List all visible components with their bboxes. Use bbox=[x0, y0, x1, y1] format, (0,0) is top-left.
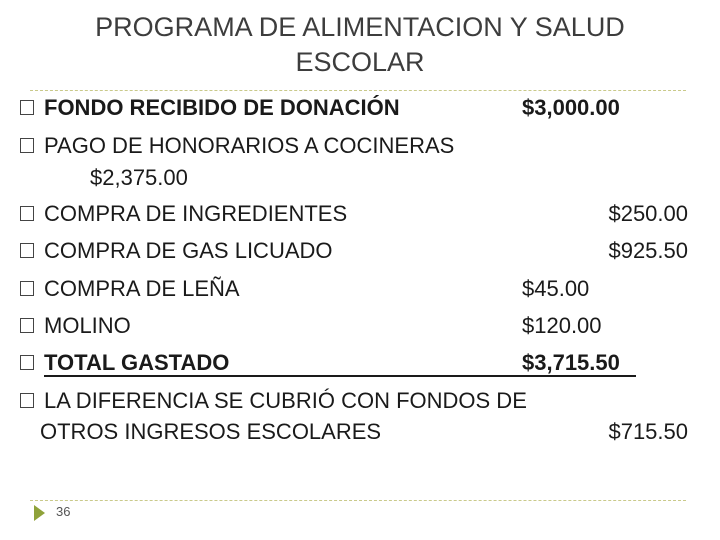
square-bullet-icon bbox=[20, 393, 34, 408]
list-item-donation bbox=[0, 90, 720, 126]
item-label: FONDO RECIBIDO DE DONACIÓN bbox=[44, 95, 400, 120]
list-item-total bbox=[0, 345, 720, 381]
item-label: PAGO DE HONORARIOS A COCINERAS bbox=[44, 133, 455, 158]
slide-title-line-1: PROGRAMA DE ALIMENTACION Y SALUD bbox=[95, 12, 625, 42]
list-item-ingredients bbox=[0, 196, 720, 232]
item-label: MOLINO bbox=[44, 313, 131, 338]
square-bullet-icon bbox=[20, 318, 34, 333]
list-item-difference-cont bbox=[0, 414, 720, 450]
page-number: 36 bbox=[56, 504, 71, 519]
slide-title-line-2: ESCOLAR bbox=[295, 47, 425, 77]
item-label-line-2: OTROS INGRESOS ESCOLARES bbox=[40, 419, 382, 444]
slide-title bbox=[60, 10, 660, 80]
item-amount: $3,715.50 bbox=[522, 350, 620, 375]
arrow-right-icon bbox=[34, 505, 45, 521]
square-bullet-icon bbox=[20, 243, 34, 258]
bottom-divider bbox=[30, 500, 686, 501]
item-label: COMPRA DE INGREDIENTES bbox=[44, 201, 348, 226]
list-item-gas bbox=[0, 233, 720, 269]
square-bullet-icon bbox=[20, 100, 34, 115]
item-amount: $715.50 bbox=[608, 419, 688, 444]
square-bullet-icon bbox=[20, 138, 34, 153]
square-bullet-icon bbox=[20, 206, 34, 221]
list-item-firewood bbox=[0, 271, 720, 307]
item-amount: $250.00 bbox=[608, 201, 688, 226]
item-amount: $120.00 bbox=[522, 313, 602, 338]
list-item-mill bbox=[0, 308, 720, 344]
item-amount: $3,000.00 bbox=[522, 95, 620, 120]
item-label-line-1: LA DIFERENCIA SE CUBRIÓ CON FONDOS DE bbox=[44, 388, 527, 413]
list-item-cooks-fees-amount bbox=[0, 160, 720, 196]
item-amount: $2,375.00 bbox=[90, 165, 188, 190]
item-amount: $45.00 bbox=[522, 276, 590, 301]
list-item-cooks-fees bbox=[0, 128, 720, 164]
item-label: COMPRA DE LEÑA bbox=[44, 276, 240, 301]
item-amount: $925.50 bbox=[608, 238, 688, 263]
item-label: TOTAL GASTADO bbox=[44, 350, 230, 375]
square-bullet-icon bbox=[20, 281, 34, 296]
square-bullet-icon bbox=[20, 355, 34, 370]
item-label: COMPRA DE GAS LICUADO bbox=[44, 238, 333, 263]
